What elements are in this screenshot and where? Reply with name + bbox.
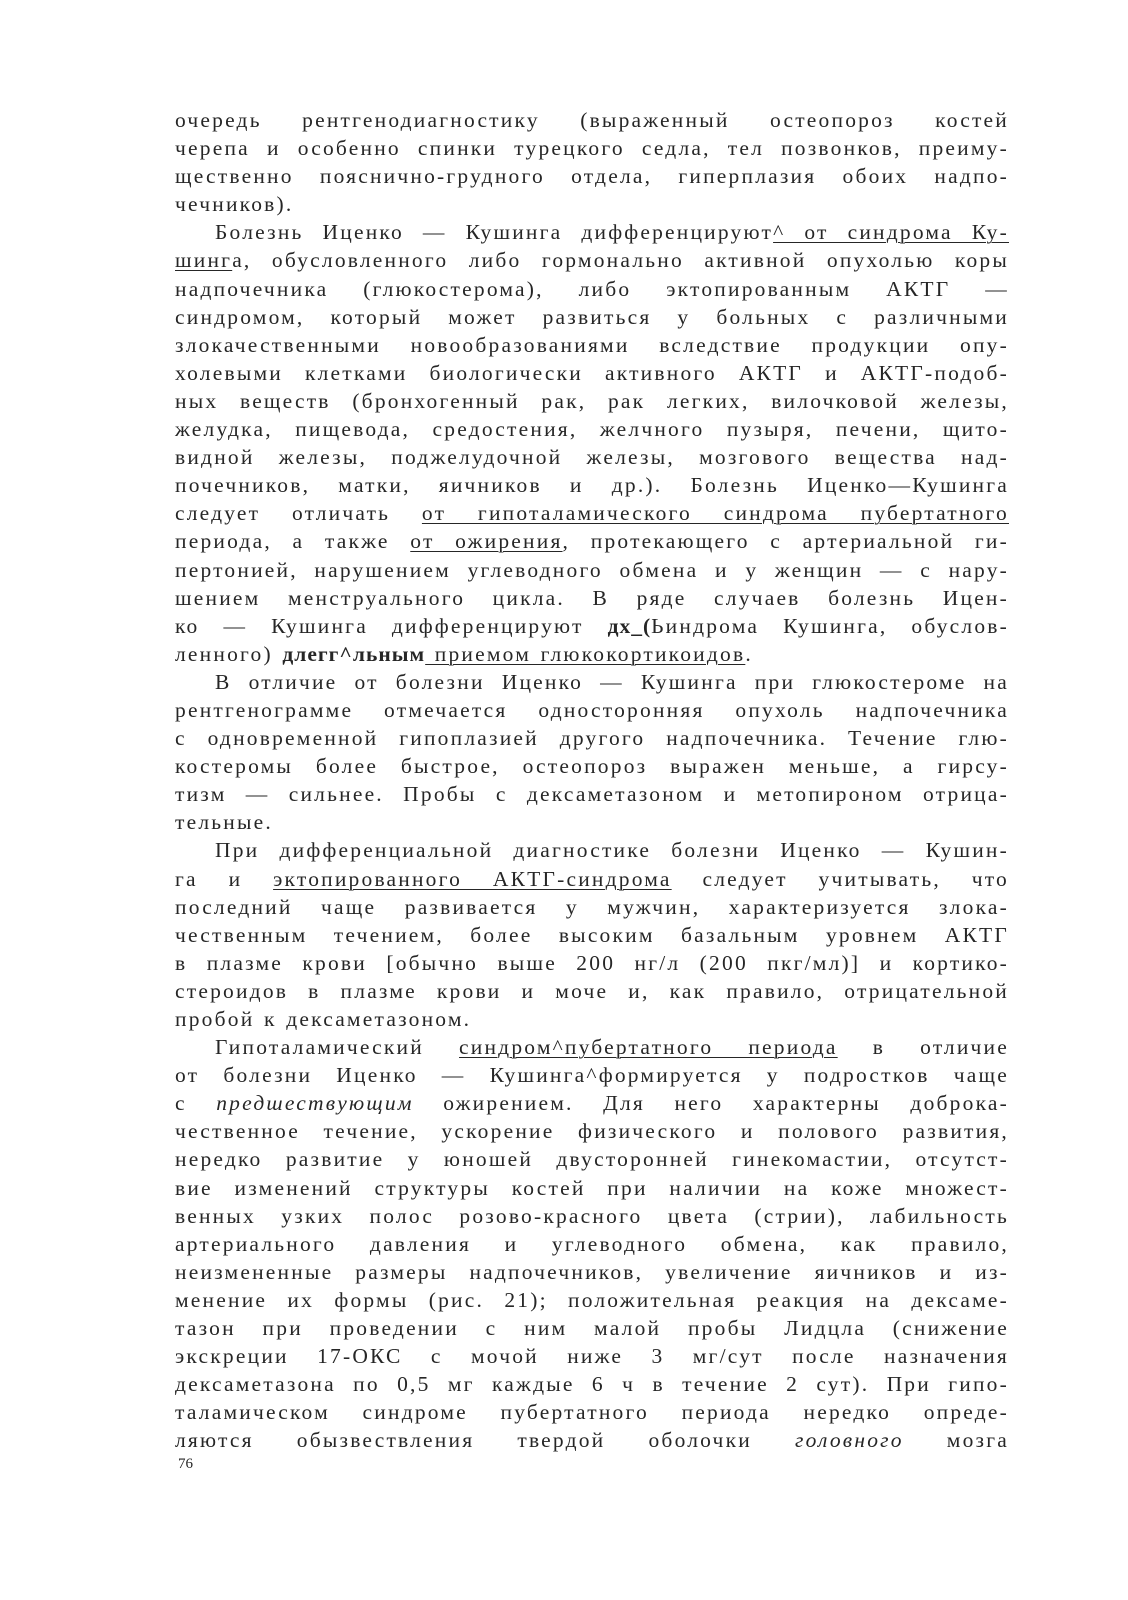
text-line [175, 1398, 1009, 1426]
text-segment: Болезнь Иценко — Кушинга дифференцируют [215, 220, 774, 245]
text-segment: Гипоталамический [215, 1035, 460, 1060]
text-line [175, 303, 1009, 331]
text-segment: , протекающего с артериальной ги- [562, 529, 1009, 554]
text-segment: головного [795, 1428, 904, 1453]
text-segment: дх_( [607, 613, 652, 638]
text-line [175, 612, 1009, 640]
text-line [175, 1258, 1009, 1286]
text-segment: почечников, матки, яичников и др.). Болезнь Иценко—Кушинга [175, 473, 1009, 498]
text-segment: синдромом, который может развиться у больных с различными [175, 304, 1009, 329]
text-segment: пробой к дексаметазоном. [175, 1007, 472, 1031]
text-line [175, 696, 1009, 724]
text-line [175, 1426, 1009, 1454]
text-line [175, 1202, 1009, 1230]
text-segment: чественным течением, более высоким базальным уровнем АКТГ [175, 922, 1009, 947]
text-segment: ленного) [175, 641, 283, 666]
text-line [175, 527, 1009, 555]
text-segment: При дифференциальной диагностике болезни Иценко — Кушин- [215, 838, 1009, 863]
text-segment: ных веществ (бронхогенный рак, рак легких, вилочковой железы, [175, 388, 1009, 413]
text-segment: следует отличать [175, 501, 422, 526]
text-segment: неизмененные размеры надпочечников, увеличение яичников и из- [175, 1259, 1009, 1284]
text-line [175, 218, 1009, 246]
text-segment: черепа и особенно спинки турецкого седла, тел позвонков, преиму- [175, 136, 1009, 161]
text-segment: венных узких полос розово-красного цвета (стрии), лабильность [175, 1203, 1009, 1228]
paragraph [175, 1033, 1009, 1454]
text-segment: предшествующим [216, 1091, 414, 1116]
text-segment: вие изменений структуры костей при наличии на коже множест- [175, 1175, 1009, 1200]
text-segment: га и [175, 866, 274, 891]
text-segment: с одновременной гипоплазией другого надпочечника. Течение глю- [175, 726, 1009, 751]
text-segment: чечников). [175, 192, 294, 217]
page-body [175, 106, 1009, 1455]
text-line [175, 331, 1009, 359]
text-segment: тазон при проведении с ним малой пробы Лидцла (снижение [175, 1316, 1009, 1341]
paragraph [175, 218, 1009, 668]
text-line [175, 359, 1009, 387]
text-segment: менение их формы (рис. 21); положительная реакция на дексаме- [175, 1287, 1009, 1312]
text-segment: костеромы более быстрое, остеопороз выражен меньше, а гирсу- [175, 754, 1009, 779]
text-segment: эктопированного АКТГ-синдрома [273, 866, 672, 891]
text-segment: нередко развитие у юношей двусторонней гинекомастии, отсутст- [175, 1147, 1009, 1172]
text-segment: длегг^льным [282, 641, 426, 666]
paragraph [175, 668, 1009, 837]
text-segment: видной железы, поджелудочной железы, мозгового вещества над- [175, 445, 1009, 470]
text-segment: тельные. [175, 810, 273, 835]
text-segment: шением менструального цикла. В ряде случаев болезнь Ицен- [175, 585, 1009, 610]
text-segment: от ожирения [410, 529, 563, 554]
text-segment: артериального давления и углеводного обмена, как правило, [175, 1231, 1009, 1256]
text-segment: с [175, 1091, 217, 1116]
text-segment: очередь рентгенодиагностику (выраженный остеопороз костей [175, 108, 1009, 132]
text-segment: а, обусловленного либо гормонально активной опухолью коры [232, 248, 1009, 273]
text-segment: мозга [903, 1428, 1009, 1453]
text-line [175, 1145, 1009, 1173]
text-segment: приемом глюкокортикоидов [425, 641, 746, 666]
text-line [175, 668, 1009, 696]
text-line [175, 977, 1009, 1005]
text-segment: В отличие от болезни Иценко — Кушинга при глюкостероме на [215, 669, 1009, 694]
text-line [175, 387, 1009, 415]
text-segment: последний чаще развивается у мужчин, характеризуется злока- [175, 894, 1009, 919]
text-line [175, 162, 1009, 190]
text-line [175, 1370, 1009, 1398]
text-line [175, 1033, 1009, 1061]
text-segment: ляются обызвествления твердой оболочки [175, 1428, 796, 1453]
text-line [175, 865, 1009, 893]
text-line [175, 752, 1009, 780]
text-segment: надпочечника (глюкостерома), либо эктопированным АКТГ — [175, 276, 1009, 301]
page-number: 76 [178, 1456, 193, 1472]
text-segment: синдром^пубертатного периода [459, 1035, 838, 1060]
text-line [175, 1230, 1009, 1258]
text-line [175, 1286, 1009, 1314]
text-segment: шинг [175, 248, 233, 273]
text-line [175, 893, 1009, 921]
text-segment: ^ от синдрома Ку- [773, 220, 1009, 245]
text-segment: таламическом синдроме пубертатного периода нередко опреде- [175, 1400, 1009, 1425]
text-segment: в плазме крови [обычно выше 200 нг/л (200 пкг/мл)] и кортико- [175, 950, 1009, 975]
text-line [175, 275, 1009, 303]
text-segment: ко — Кушинга дифференцируют [175, 613, 608, 638]
text-segment: холевыми клетками биологически активного АКТГ и АКТГ-подоб- [175, 360, 1009, 385]
text-segment: Ьиндрома Кушинга, обуслов- [651, 613, 1009, 638]
text-line [175, 443, 1009, 471]
text-line [175, 1089, 1009, 1117]
text-line [175, 471, 1009, 499]
text-segment: экскреции 17-ОКС с мочой ниже 3 мг/сут после назначения [175, 1344, 1009, 1369]
text-segment: . [745, 641, 753, 666]
text-segment: желудка, пищевода, средостения, желчного пузыря, печени, щито- [175, 417, 1009, 442]
text-segment: тизм — сильнее. Пробы с дексаметазоном и метопироном отрица- [175, 782, 1009, 807]
text-line [175, 246, 1009, 274]
text-line [175, 499, 1009, 527]
text-segment: рентгенограмме отмечается односторонняя опухоль надпочечника [175, 697, 1009, 722]
paragraph [175, 836, 1009, 1033]
text-segment: дексаметазона по 0,5 мг каждые 6 ч в течение 2 сут). При гипо- [175, 1372, 1009, 1397]
text-line [175, 640, 1009, 668]
text-line [175, 1314, 1009, 1342]
text-segment: от болезни Иценко — Кушинга^формируется у подростков чаще [175, 1063, 1009, 1088]
text-line [175, 1342, 1009, 1370]
text-segment: пертонией, нарушением углеводного обмена и у женщин — с нару- [175, 557, 1009, 582]
text-line [175, 1174, 1009, 1202]
text-segment: от гипоталамического синдрома пубертатного [421, 501, 1009, 526]
text-segment: ожирением. Для него характерны доброка- [413, 1091, 1009, 1116]
text-segment: периода, а также [175, 529, 411, 554]
text-line [175, 780, 1009, 808]
text-segment: стероидов в плазме крови и моче и, как правило, отрицательной [175, 978, 1009, 1003]
text-segment: чественное течение, ускорение физического и полового развития, [175, 1119, 1009, 1144]
text-line [175, 724, 1009, 752]
paragraph [175, 106, 1009, 218]
text-line [175, 190, 1009, 218]
text-line [175, 556, 1009, 584]
text-line [175, 584, 1009, 612]
text-line [175, 415, 1009, 443]
text-line [175, 921, 1009, 949]
text-line [175, 836, 1009, 864]
text-line [175, 1061, 1009, 1089]
text-segment: щественно пояснично-грудного отдела, гиперплазия обоих надпо- [175, 164, 1009, 189]
text-line [175, 1117, 1009, 1145]
text-line [175, 949, 1009, 977]
text-line [175, 1005, 1009, 1033]
text-segment: злокачественными новообразованиями вследствие продукции опу- [175, 332, 1009, 357]
text-segment: следует учитывать, что [671, 866, 1009, 891]
text-line [175, 808, 1009, 836]
text-line [175, 106, 1009, 134]
text-segment: в отличие [837, 1035, 1009, 1060]
text-line [175, 134, 1009, 162]
